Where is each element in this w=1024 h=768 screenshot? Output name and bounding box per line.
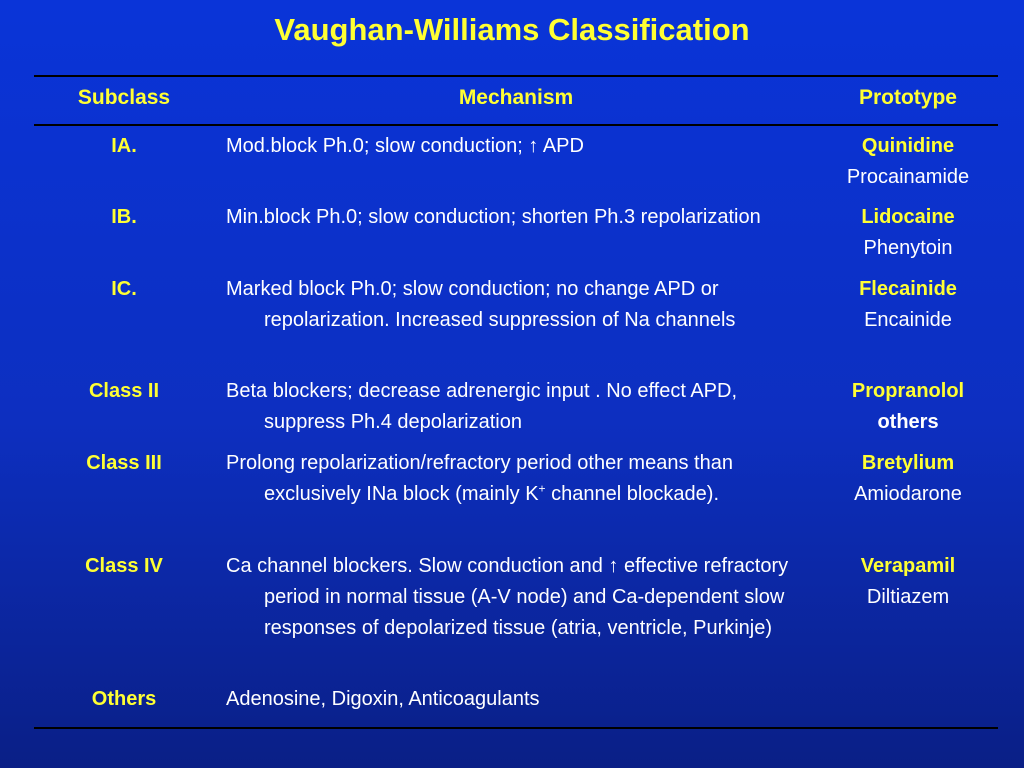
prototype-cell bbox=[818, 274, 998, 336]
mechanism-cell: Ca channel blockers. Slow conduction and ↑ effective refractory period in normal tissue (A-V node) and Ca-dependent slow responses of depolarized tissue (atria, ventricle, Purkinje) bbox=[226, 555, 789, 639]
mechanism-cell: Beta blockers; decrease adrenergic input . No effect APD, suppress Ph.4 depolarization bbox=[226, 380, 738, 433]
prototype-cell bbox=[818, 448, 998, 510]
header-subclass: Subclass bbox=[77, 86, 171, 109]
mechanism-cell: Adenosine, Digoxin, Anticoagulants bbox=[226, 688, 540, 710]
prototype-primary: Lidocaine bbox=[861, 206, 955, 228]
prototype-secondary: Encainide bbox=[864, 309, 952, 331]
subclass-cell: IB. bbox=[111, 206, 137, 228]
subclass-cell: IC. bbox=[111, 278, 137, 300]
subclass-cell: Others bbox=[91, 688, 157, 710]
mechanism-cell: Min.block Ph.0; slow conduction; shorten Ph.3 repolarization bbox=[226, 206, 761, 228]
prototype-primary: Quinidine bbox=[861, 135, 955, 157]
prototype-secondary: others bbox=[877, 411, 939, 433]
prototype-secondary: Phenytoin bbox=[863, 237, 953, 259]
mechanism-text-continued: channel blockade). bbox=[545, 483, 719, 505]
prototype-primary: Bretylium bbox=[861, 452, 955, 474]
prototype-secondary: Amiodarone bbox=[854, 483, 962, 505]
prototype-cell bbox=[818, 202, 998, 264]
prototype-secondary: Procainamide bbox=[846, 166, 970, 188]
bottom-rule bbox=[34, 727, 998, 729]
prototype-primary: Verapamil bbox=[860, 555, 956, 577]
subclass-cell: Class III bbox=[86, 452, 162, 474]
header-rule bbox=[34, 124, 998, 126]
mechanism-cell: Marked block Ph.0; slow conduction; no change APD or repolarization. Increased suppression of Na channels bbox=[226, 278, 736, 331]
prototype-secondary: Diltiazem bbox=[866, 586, 950, 608]
subclass-cell: Class IV bbox=[85, 555, 163, 577]
superscript-plus: + bbox=[538, 481, 546, 496]
prototype-primary: Flecainide bbox=[859, 278, 957, 300]
subclass-cell: Class II bbox=[88, 380, 160, 402]
page-title: Vaughan-Williams Classification bbox=[274, 12, 750, 47]
top-rule bbox=[34, 75, 998, 77]
mechanism-cell: Mod.block Ph.0; slow conduction; ↑ APD bbox=[226, 135, 584, 157]
mechanism-cell bbox=[226, 448, 806, 510]
prototype-primary: Propranolol bbox=[851, 380, 965, 402]
header-mechanism: Mechanism bbox=[458, 86, 574, 109]
prototype-cell bbox=[818, 376, 998, 438]
subclass-cell: IA. bbox=[111, 135, 137, 157]
header-prototype: Prototype bbox=[858, 86, 957, 109]
prototype-cell bbox=[818, 131, 998, 193]
mechanism-text: Prolong repolarization/refractory period other means than exclusively INa block (mainly K bbox=[226, 452, 733, 505]
prototype-cell bbox=[818, 551, 998, 613]
